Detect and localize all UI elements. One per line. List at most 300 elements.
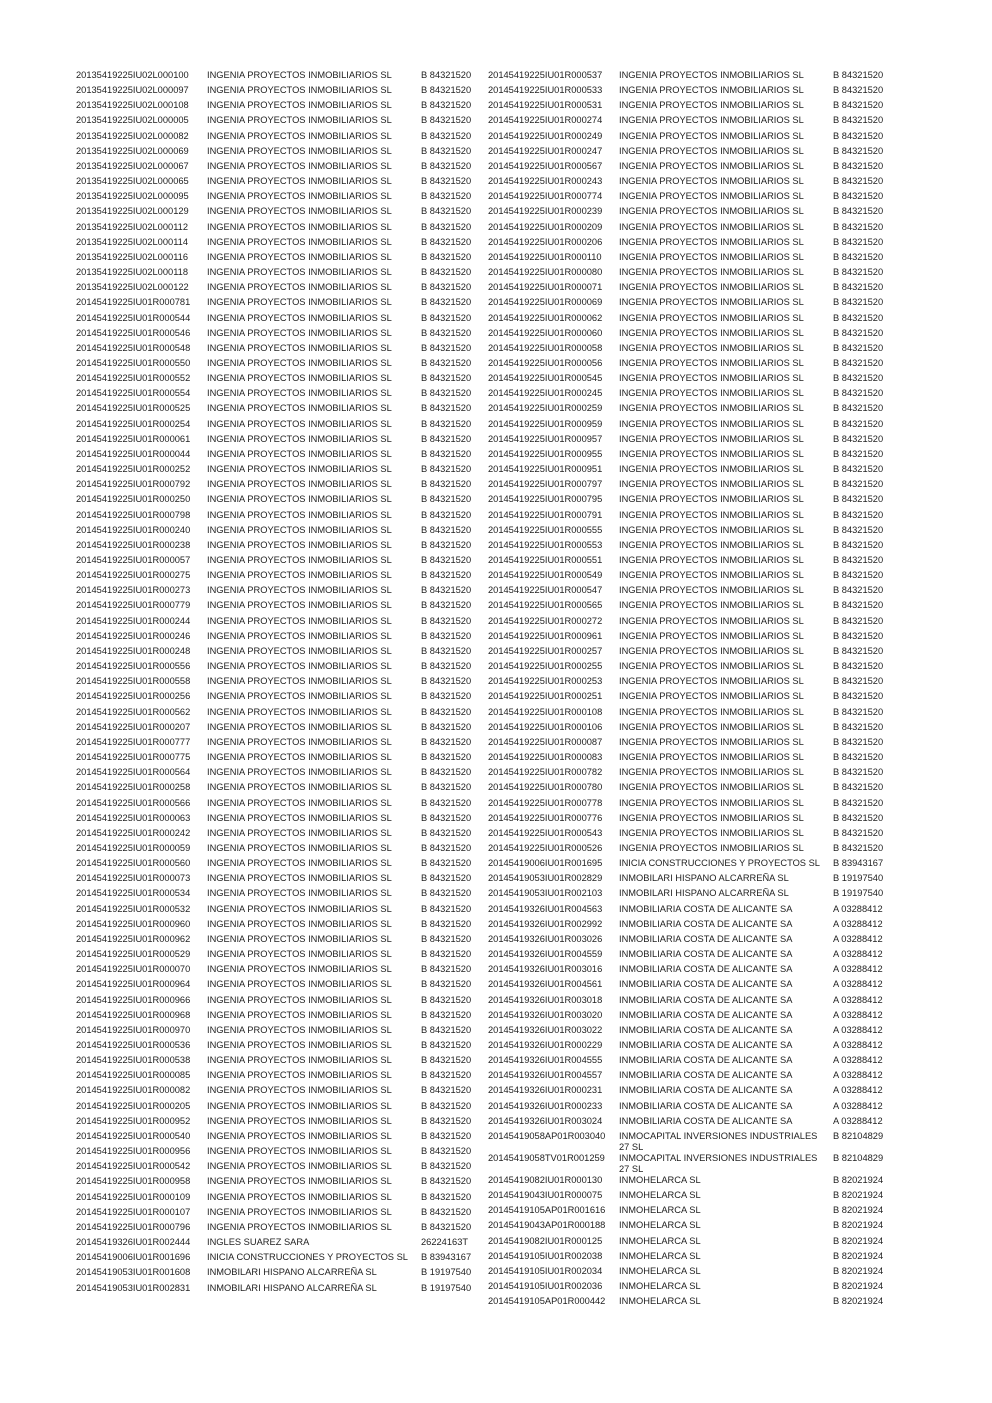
table-row	[76, 1161, 484, 1176]
record-code: 20145419006IU01R001696	[76, 1252, 191, 1263]
owner-name: INGENIA PROYECTOS INMOBILIARIOS SL	[207, 555, 392, 565]
record-code: 20145419326IU01R004561	[488, 979, 603, 990]
owner-name: INGENIA PROYECTOS INMOBILIARIOS SL	[207, 1040, 392, 1050]
tax-id: B 84321520	[833, 736, 884, 747]
table-row	[76, 1070, 484, 1085]
owner-name: INMOBILIARIA COSTA DE ALICANTE SA	[619, 1009, 793, 1020]
record-code: 20145419225IU01R000063	[76, 812, 191, 823]
owner-name: INGENIA PROYECTOS INMOBILIARIOS SL	[207, 267, 392, 278]
tax-id: B 84321520	[833, 448, 884, 459]
table-row	[488, 191, 896, 206]
record-code: 20145419225IU01R000106	[488, 721, 603, 732]
table-row	[488, 661, 896, 676]
tax-id: B 84321520	[421, 888, 472, 899]
record-code: 20145419225IU01R000239	[488, 206, 603, 217]
table-row	[488, 707, 896, 722]
owner-name: INGENIA PROYECTOS INMOBILIARIOS SL	[619, 282, 804, 293]
owner-name: INMOBILIARIA COSTA DE ALICANTE SA	[619, 964, 793, 975]
owner-name: INGENIA PROYECTOS INMOBILIARIOS SL	[619, 448, 804, 459]
tax-id: B 82021924	[833, 1205, 884, 1216]
record-code: 20135419225IU02L000129	[76, 206, 189, 217]
record-code: 20145419225IU01R000254	[76, 418, 191, 429]
tax-id: B 84321520	[421, 570, 472, 581]
record-code: 20145419225IU01R000058	[488, 342, 603, 353]
record-code: 20145419225IU01R000044	[76, 448, 191, 459]
owner-name: INGENIA PROYECTOS INMOBILIARIOS SL	[207, 645, 392, 656]
tax-id: B 84321520	[421, 448, 472, 459]
record-code: 20145419225IU01R000083	[488, 752, 603, 763]
tax-id: B 83943167	[421, 1252, 472, 1263]
table-row	[488, 828, 896, 843]
record-code: 20145419225IU01R000795	[488, 494, 603, 505]
table-row	[76, 540, 484, 555]
record-code: 20145419225IU01R000206	[488, 236, 603, 247]
record-code: 20145419043IU01R000075	[488, 1190, 603, 1201]
record-code: 20145419225IU01R000556	[76, 661, 191, 672]
record-code: 20145419225IU01R000798	[76, 509, 191, 520]
record-code: 20145419225IU01R000546	[76, 327, 191, 338]
tax-id: B 84321520	[833, 251, 884, 262]
owner-name: INGENIA PROYECTOS INMOBILIARIOS SL	[619, 585, 804, 596]
owner-name: INGENIA PROYECTOS INMOBILIARIOS SL	[207, 858, 392, 869]
table-row	[76, 722, 484, 737]
table-row	[76, 282, 484, 297]
record-code: 20145419225IU01R000087	[488, 736, 603, 747]
record-code: 20145419225IU01R000533	[488, 85, 603, 96]
record-code: 20145419225IU01R000274	[488, 115, 603, 126]
owner-name: INMOHELARCA SL	[619, 1250, 701, 1261]
table-row	[488, 782, 896, 797]
tax-id: B 84321520	[421, 357, 472, 368]
record-code: 20145419225IU01R000779	[76, 600, 191, 611]
owner-name: INGENIA PROYECTOS INMOBILIARIOS SL	[619, 357, 804, 368]
tax-id: B 84321520	[421, 585, 472, 596]
owner-name: INGENIA PROYECTOS INMOBILIARIOS SL	[619, 342, 804, 353]
owner-name: INMOHELARCA SL	[619, 1235, 701, 1246]
table-row	[488, 267, 896, 282]
record-code: 20145419082IU01R000130	[488, 1174, 603, 1185]
tax-id: B 82021924	[833, 1296, 884, 1307]
tax-id: B 84321520	[833, 782, 884, 793]
owner-name: INGENIA PROYECTOS INMOBILIARIOS SL	[207, 812, 392, 823]
record-code: 20145419225IU01R000246	[76, 630, 191, 641]
table-row	[488, 373, 896, 388]
owner-name: INGENIA PROYECTOS INMOBILIARIOS SL	[619, 479, 804, 490]
tax-id: B 84321520	[421, 676, 472, 687]
owner-name: INGENIA PROYECTOS INMOBILIARIOS SL	[619, 615, 804, 626]
tax-id: A 03288412	[833, 994, 883, 1005]
owner-name: INGENIA PROYECTOS INMOBILIARIOS SL	[207, 1024, 392, 1035]
owner-name: INMOBILIARIA COSTA DE ALICANTE SA	[619, 918, 793, 929]
table-row	[488, 131, 896, 146]
tax-id: B 84321520	[421, 615, 472, 626]
owner-name: INGENIA PROYECTOS INMOBILIARIOS SL	[207, 873, 392, 884]
record-code: 20145419225IU01R000970	[76, 1024, 191, 1035]
owner-name: INMOCAPITAL INVERSIONES INDUSTRIALES 27 SL	[619, 1130, 818, 1152]
record-code: 20145419225IU01R000558	[76, 676, 191, 687]
record-code: 20145419105IU01R002036	[488, 1281, 603, 1292]
table-row	[488, 888, 896, 903]
record-code: 20145419225IU01R000555	[488, 524, 603, 535]
owner-name: INMOBILIARIA COSTA DE ALICANTE SA	[619, 994, 793, 1005]
tax-id: B 84321520	[421, 782, 472, 793]
table-row	[76, 1085, 484, 1100]
record-code: 20145419105IU01R002034	[488, 1265, 603, 1276]
record-code: 20145419225IU01R000060	[488, 327, 603, 338]
tax-id: A 03288412	[833, 1009, 883, 1020]
table-row	[76, 828, 484, 843]
table-row	[76, 888, 484, 903]
table-row	[76, 313, 484, 328]
record-code: 20145419225IU01R000108	[488, 706, 603, 717]
tax-id: B 84321520	[421, 1176, 472, 1187]
owner-name: INGENIA PROYECTOS INMOBILIARIOS SL	[207, 282, 392, 293]
tax-id: B 84321520	[421, 842, 472, 853]
tax-id: B 19197540	[833, 873, 884, 884]
tax-id: B 84321520	[421, 282, 472, 293]
tax-id: B 84321520	[421, 251, 472, 262]
owner-name: INMOHELARCA SL	[619, 1281, 701, 1292]
table-row	[488, 1070, 896, 1085]
tax-id: B 84321520	[421, 691, 472, 702]
table-row	[488, 767, 896, 782]
owner-name: INGENIA PROYECTOS INMOBILIARIOS SL	[207, 1221, 392, 1232]
table-row	[488, 1040, 896, 1055]
owner-name: INGENIA PROYECTOS INMOBILIARIOS SL	[619, 767, 804, 778]
tax-id: B 84321520	[833, 373, 884, 384]
table-row	[76, 419, 484, 434]
record-code: 20145419225IU01R000797	[488, 479, 603, 490]
table-row	[488, 1153, 896, 1175]
owner-name: INGENIA PROYECTOS INMOBILIARIOS SL	[207, 752, 392, 763]
owner-name: INGENIA PROYECTOS INMOBILIARIOS SL	[207, 1009, 392, 1020]
record-code: 20145419225IU01R000543	[488, 827, 603, 838]
owner-name: INGENIA PROYECTOS INMOBILIARIOS SL	[619, 782, 804, 793]
table-row	[488, 161, 896, 176]
table-row	[488, 222, 896, 237]
record-code: 20145419225IU01R000778	[488, 797, 603, 808]
owner-name: INGENIA PROYECTOS INMOBILIARIOS SL	[207, 448, 392, 459]
owner-name: INGENIA PROYECTOS INMOBILIARIOS SL	[207, 524, 392, 535]
tax-id: B 84321520	[833, 767, 884, 778]
table-row	[76, 494, 484, 509]
record-code: 20145419225IU01R000792	[76, 479, 191, 490]
record-code: 20145419225IU01R000251	[488, 691, 603, 702]
table-row	[488, 1205, 896, 1220]
tax-id: B 84321520	[421, 221, 472, 232]
record-code: 20145419225IU01R000059	[76, 842, 191, 853]
record-code: 20145419225IU01R000964	[76, 979, 191, 990]
record-code: 20135419225IU02L000114	[76, 236, 189, 247]
table-row	[76, 1237, 484, 1252]
table-row	[488, 1251, 896, 1266]
table-row	[488, 995, 896, 1010]
owner-name: INGENIA PROYECTOS INMOBILIARIOS SL	[207, 1161, 392, 1172]
tax-id: B 84321520	[833, 464, 884, 475]
record-code: 20145419225IU01R000776	[488, 812, 603, 823]
tax-id: B 84321520	[833, 176, 884, 187]
table-row	[488, 206, 896, 221]
table-row	[488, 737, 896, 752]
table-row	[488, 525, 896, 540]
record-code: 20145419326IU01R003022	[488, 1024, 603, 1035]
owner-name: INGENIA PROYECTOS INMOBILIARIOS SL	[207, 630, 392, 641]
record-code: 20145419225IU01R000529	[76, 949, 191, 960]
table-row	[76, 904, 484, 919]
tax-id: B 84321520	[421, 433, 472, 444]
table-row	[76, 964, 484, 979]
table-row	[76, 1025, 484, 1040]
record-code: 20145419105AP01R000442	[488, 1296, 606, 1307]
table-row	[488, 873, 896, 888]
record-code: 20145419225IU01R000259	[488, 403, 603, 414]
table-row	[488, 752, 896, 767]
table-row	[76, 707, 484, 722]
record-code: 20145419225IU01R000966	[76, 994, 191, 1005]
table-row	[488, 494, 896, 509]
record-code: 20145419225IU01R000538	[76, 1055, 191, 1066]
tax-id: B 84321520	[833, 433, 884, 444]
owner-name: INGENIA PROYECTOS INMOBILIARIOS SL	[619, 145, 804, 156]
owner-name: INGENIA PROYECTOS INMOBILIARIOS SL	[619, 70, 804, 80]
record-code: 20145419105IU01R002038	[488, 1250, 603, 1261]
tax-id: B 84321520	[421, 191, 472, 202]
tax-id: A 03288412	[833, 1024, 883, 1035]
record-code: 20145419225IU01R000537	[488, 70, 603, 80]
owner-name: INGENIA PROYECTOS INMOBILIARIOS SL	[207, 903, 392, 914]
owner-name: INGENIA PROYECTOS INMOBILIARIOS SL	[207, 1055, 392, 1066]
owner-name: INGENIA PROYECTOS INMOBILIARIOS SL	[207, 312, 392, 323]
tax-id: B 84321520	[421, 1100, 472, 1111]
table-row	[76, 555, 484, 570]
owner-name: INGENIA PROYECTOS INMOBILIARIOS SL	[207, 160, 392, 171]
record-code: 20145419225IU01R000273	[76, 585, 191, 596]
record-code: 20145419225IU01R000243	[488, 176, 603, 187]
owner-name: INGENIA PROYECTOS INMOBILIARIOS SL	[207, 100, 392, 111]
table-row	[76, 267, 484, 282]
owner-name: INGENIA PROYECTOS INMOBILIARIOS SL	[207, 842, 392, 853]
record-code: 20145419225IU01R000564	[76, 767, 191, 778]
tax-id: B 84321520	[421, 752, 472, 763]
tax-id: B 84321520	[421, 509, 472, 520]
tax-id: B 84321520	[421, 661, 472, 672]
table-row	[76, 798, 484, 813]
table-row	[76, 479, 484, 494]
tax-id: B 84321520	[421, 206, 472, 217]
record-code: 20145419225IU01R000956	[76, 1146, 191, 1157]
table-row	[76, 252, 484, 267]
owner-name: INICIA CONSTRUCCIONES Y PROYECTOS SL	[207, 1252, 408, 1263]
tax-id: B 84321520	[421, 236, 472, 247]
table-row	[76, 858, 484, 873]
tax-id: B 84321520	[833, 661, 884, 672]
table-row	[76, 1116, 484, 1131]
owner-name: INGENIA PROYECTOS INMOBILIARIOS SL	[207, 979, 392, 990]
table-row	[76, 919, 484, 934]
tax-id: B 84321520	[833, 676, 884, 687]
tax-id: B 84321520	[833, 206, 884, 217]
tax-id: B 84321520	[833, 691, 884, 702]
record-code: 20145419225IU01R000562	[76, 706, 191, 717]
record-code: 20145419326IU01R004563	[488, 903, 603, 914]
record-code: 20135419225IU02L000065	[76, 176, 189, 187]
owner-name: INMOBILIARIA COSTA DE ALICANTE SA	[619, 1024, 793, 1035]
tax-id: B 84321520	[421, 994, 472, 1005]
table-row	[488, 479, 896, 494]
record-code: 20145419225IU01R000245	[488, 388, 603, 399]
tax-id: B 84321520	[421, 388, 472, 399]
owner-name: INMOBILIARIA COSTA DE ALICANTE SA	[619, 1115, 793, 1126]
tax-id: B 84321520	[833, 524, 884, 535]
record-code: 20145419326IU01R004559	[488, 949, 603, 960]
table-row	[76, 646, 484, 661]
tax-id: B 84321520	[833, 585, 884, 596]
owner-name: INGENIA PROYECTOS INMOBILIARIOS SL	[207, 206, 392, 217]
record-code: 20145419225IU01R000238	[76, 539, 191, 550]
tax-id: A 03288412	[833, 964, 883, 975]
table-row	[488, 449, 896, 464]
owner-name: INGENIA PROYECTOS INMOBILIARIOS SL	[207, 585, 392, 596]
owner-name: INGENIA PROYECTOS INMOBILIARIOS SL	[619, 433, 804, 444]
table-row	[76, 146, 484, 161]
tax-id: B 84321520	[833, 479, 884, 490]
table-row	[488, 176, 896, 191]
tax-id: B 84321520	[421, 767, 472, 778]
tax-id: B 84321520	[421, 85, 472, 96]
tax-id: B 84321520	[833, 570, 884, 581]
table-row	[488, 600, 896, 615]
owner-name: INGENIA PROYECTOS INMOBILIARIOS SL	[207, 933, 392, 944]
table-row	[76, 1146, 484, 1161]
record-code: 20145419225IU01R000777	[76, 736, 191, 747]
owner-name: INGENIA PROYECTOS INMOBILIARIOS SL	[619, 267, 804, 278]
tax-id: B 84321520	[833, 85, 884, 96]
owner-name: INGENIA PROYECTOS INMOBILIARIOS SL	[207, 403, 392, 414]
owner-name: INGENIA PROYECTOS INMOBILIARIOS SL	[207, 949, 392, 960]
tax-id: B 84321520	[833, 312, 884, 323]
record-code: 20145419225IU01R000258	[76, 782, 191, 793]
tax-id: B 84321520	[833, 357, 884, 368]
table-row	[488, 1055, 896, 1070]
tax-id: B 84321520	[421, 297, 472, 308]
record-code: 20145419225IU01R000554	[76, 388, 191, 399]
owner-name: INGENIA PROYECTOS INMOBILIARIOS SL	[207, 357, 392, 368]
owner-name: INMOBILIARIA COSTA DE ALICANTE SA	[619, 903, 793, 914]
owner-name: INGENIA PROYECTOS INMOBILIARIOS SL	[207, 994, 392, 1005]
owner-name: INMOHELARCA SL	[619, 1296, 701, 1307]
tax-id: A 03288412	[833, 1085, 883, 1096]
record-code: 20135419225IU02L000097	[76, 85, 189, 96]
table-row	[76, 1267, 484, 1282]
table-row	[76, 85, 484, 100]
record-code: 20145419326IU01R002992	[488, 918, 603, 929]
owner-name: INGENIA PROYECTOS INMOBILIARIOS SL	[207, 706, 392, 717]
table-row	[488, 464, 896, 479]
record-code: 20145419058TV01R001259	[488, 1152, 605, 1163]
table-row	[488, 1010, 896, 1025]
record-code: 20145419082IU01R000125	[488, 1235, 603, 1246]
table-row	[76, 358, 484, 373]
owner-name: INGENIA PROYECTOS INMOBILIARIOS SL	[207, 1115, 392, 1126]
tax-id: B 84321520	[833, 797, 884, 808]
table-row	[76, 691, 484, 706]
tax-id: B 84321520	[833, 388, 884, 399]
tax-id: B 84321520	[421, 327, 472, 338]
record-code: 20145419225IU01R000205	[76, 1100, 191, 1111]
table-row	[488, 403, 896, 418]
record-code: 20145419225IU01R000252	[76, 464, 191, 475]
record-code: 20145419225IU01R000071	[488, 282, 603, 293]
record-code: 20135419225IU02L000122	[76, 282, 189, 293]
record-code: 20135419225IU02L000116	[76, 251, 189, 262]
owner-name: INGENIA PROYECTOS INMOBILIARIOS SL	[619, 842, 804, 853]
record-code: 20145419105AP01R001616	[488, 1205, 606, 1216]
owner-name: INGENIA PROYECTOS INMOBILIARIOS SL	[619, 251, 804, 262]
table-row	[76, 600, 484, 615]
record-code: 20145419225IU01R000560	[76, 858, 191, 869]
tax-id: B 82021924	[833, 1281, 884, 1292]
record-code: 20145419225IU01R000547	[488, 585, 603, 596]
tax-id: B 84321520	[421, 1040, 472, 1050]
record-code: 20145419225IU01R000960	[76, 918, 191, 929]
record-code: 20145419225IU01R000056	[488, 357, 603, 368]
record-code: 20145419225IU01R000542	[76, 1161, 191, 1172]
tax-id: B 84321520	[833, 236, 884, 247]
owner-name: INGENIA PROYECTOS INMOBILIARIOS SL	[619, 736, 804, 747]
tax-id: B 19197540	[833, 888, 884, 899]
table-row	[76, 873, 484, 888]
record-code: 20145419058AP01R003040	[488, 1130, 606, 1141]
tax-id: B 84321520	[421, 1161, 472, 1172]
tax-id: B 84321520	[421, 1206, 472, 1217]
tax-id: B 82021924	[833, 1174, 884, 1185]
record-code: 20145419225IU01R000209	[488, 221, 603, 232]
record-code: 20135419225IU02L000100	[76, 70, 189, 80]
table-row	[76, 449, 484, 464]
record-code: 20135419225IU02L000118	[76, 267, 189, 278]
record-code: 20145419225IU01R000955	[488, 448, 603, 459]
record-code: 20145419225IU01R000958	[76, 1176, 191, 1187]
record-code: 20145419225IU01R000544	[76, 312, 191, 323]
owner-name: INMOBILIARIA COSTA DE ALICANTE SA	[619, 933, 793, 944]
table-row	[488, 1236, 896, 1251]
record-code: 20135419225IU02L000112	[76, 221, 189, 232]
owner-name: INGENIA PROYECTOS INMOBILIARIOS SL	[619, 85, 804, 96]
table-row	[488, 858, 896, 873]
owner-name: INGENIA PROYECTOS INMOBILIARIOS SL	[207, 373, 392, 384]
record-code: 20145419225IU01R000069	[488, 297, 603, 308]
tax-id: B 84321520	[833, 130, 884, 141]
tax-id: B 84321520	[421, 1146, 472, 1157]
record-code: 20145419043AP01R000188	[488, 1220, 606, 1231]
owner-name: INMOBILIARIA COSTA DE ALICANTE SA	[619, 1070, 793, 1081]
owner-name: INMOBILARI HISPANO ALCARREÑA SL	[619, 888, 789, 899]
tax-id: B 84321520	[421, 373, 472, 384]
owner-name: INGENIA PROYECTOS INMOBILIARIOS SL	[207, 691, 392, 702]
record-code: 20145419326IU01R003018	[488, 994, 603, 1005]
owner-name: INGENIA PROYECTOS INMOBILIARIOS SL	[207, 221, 392, 232]
tax-id: B 84321520	[421, 1070, 472, 1081]
table-row	[76, 676, 484, 691]
record-code: 20145419225IU01R000244	[76, 615, 191, 626]
owner-name: INGENIA PROYECTOS INMOBILIARIOS SL	[207, 418, 392, 429]
tax-id: B 84321520	[421, 464, 472, 475]
table-row	[488, 252, 896, 267]
tax-id: B 84321520	[421, 1115, 472, 1126]
table-row	[76, 570, 484, 585]
table-row	[76, 995, 484, 1010]
owner-name: INGENIA PROYECTOS INMOBILIARIOS SL	[207, 191, 392, 202]
